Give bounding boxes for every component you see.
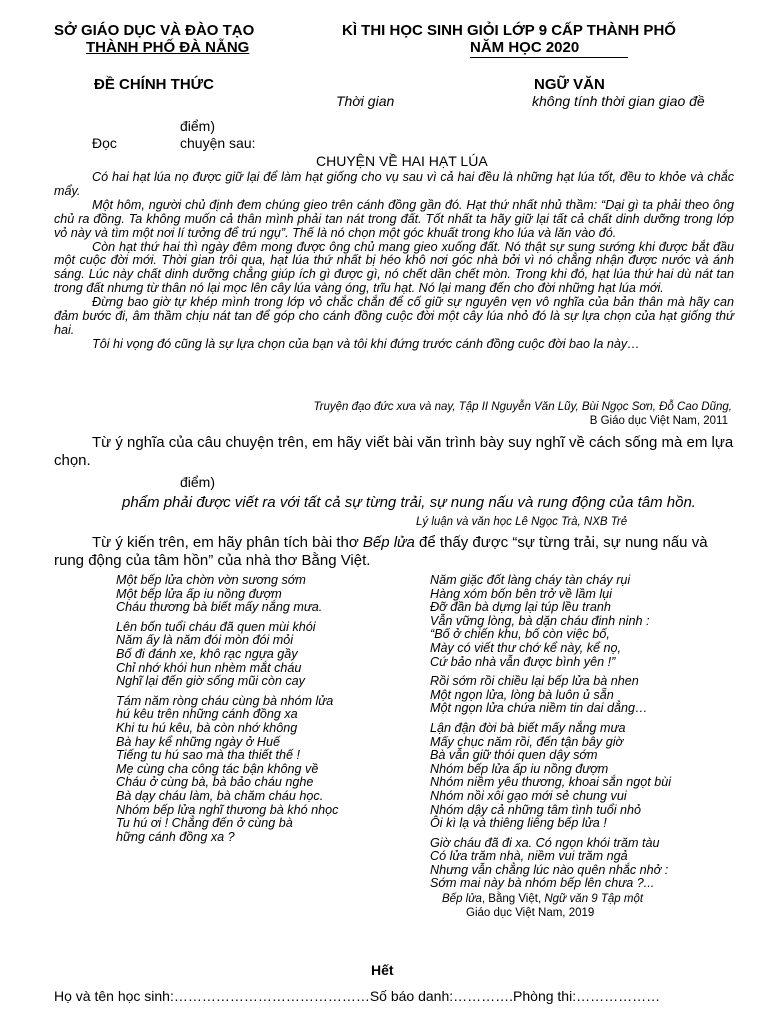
poem-line: Lên bốn tuổi cháu đã quen mùi khói <box>116 619 316 634</box>
poem-line: Nhóm nồi xôi gạo mới sẻ chung vui <box>430 788 627 803</box>
poem-right-column <box>430 574 740 920</box>
poem-stanza <box>430 722 740 831</box>
question-text: Từ ý kiến trên, em hãy phân tích bài thơ <box>92 534 363 551</box>
story-paragraph: Một hôm, người chủ định đem chúng gieo trên cánh đồng gần đó. Hạt thứ nhất nhủ thầm: “Dại gì ta phải theo ông chủ ra đồng. Ta không muốn cả thân mình phải tan nát trong đất. Tốt nhất ta hãy giữ lại tất cả chất dinh dưỡng trong lớp vỏ này và tìm một nơi lí tưởng để trú ngụ”. Thế là nó chọn một góc khuất trong kho lúa và lăn vào đó. <box>54 197 734 240</box>
part2-points: điểm) <box>180 474 216 490</box>
read-label: Đọc <box>92 135 117 151</box>
part1-question: Từ ý nghĩa của câu chuyện trên, em hãy viết bài văn trình bày suy nghĩ về cách sống mà em lựa chọn. <box>54 434 734 469</box>
poem-line: Nhưng vẫn chẳng lúc nào quên nhắc nhở : <box>430 862 669 877</box>
poem-line: Một bếp lửa ấp iu nồng đượm <box>116 586 282 601</box>
poem-line: Mấy chục năm rồi, đến tận bây giờ <box>430 734 624 749</box>
poem-line: Tu hú ơi ! Chẳng đến ở cùng bà <box>116 816 293 831</box>
poem-line: Ôi kì lạ và thiêng liêng bếp lửa ! <box>430 816 607 831</box>
end-marker: Hết <box>371 962 394 978</box>
poem-line: Bà dạy cháu làm, bà chăm cháu học. <box>116 788 324 803</box>
time-note: không tính thời gian giao đề <box>532 93 705 109</box>
poem-stanza <box>116 695 416 845</box>
literary-quote: phẩm phải được viết ra với tất cả sự từng trải, sự nung nấu và rung động của tâm hồn. <box>122 494 696 511</box>
poem-line: Năm ấy là năm đói mòn đói mỏi <box>116 633 294 648</box>
poem-source-title: Bếp lửa <box>442 893 482 906</box>
poem-line: Rồi sớm rồi chiều lại bếp lửa bà nhen <box>430 674 639 689</box>
poem-source <box>430 893 740 907</box>
story-source-publisher: B Giáo dục Việt Nam, 2011 <box>589 415 728 427</box>
poem-line: Mẹ cùng cha công tác bận không về <box>116 761 319 776</box>
poem-line: Sớm mai này bà nhóm bếp lên chưa ?... <box>430 876 655 891</box>
city-name: THÀNH PHỐ ĐÀ NẴNG <box>86 39 250 56</box>
poem-line: Nhóm bếp lửa ấp iu nồng đượm <box>430 761 609 776</box>
poem-line: Bà hay kể những ngày ở Huế <box>116 734 281 749</box>
part1-points: điểm) <box>180 118 216 134</box>
poem-line: Bố đi đánh xe, khô rạc ngựa gầy <box>116 646 298 661</box>
poem-stanza <box>116 621 416 689</box>
question-text: để thấy được “sự từng trải, sự nung nấu và rung động của tâm hồn” của nhà thơ Bằng Việt. <box>54 534 708 569</box>
poem-line: Vẫn vững lòng, bà dặn cháu đinh ninh : <box>430 613 650 628</box>
part2-question <box>54 534 736 570</box>
story-paragraph: Đừng bao giờ tự khép mình trong lớp vỏ chắc chắn để cố giữ sự nguyên vẹn vô nghĩa của bản thân mà hãy can đảm bước đi, âm thầm chịu nát tan để góp cho cánh đồng cuộc đời một cây lúa nhỏ đó là sự lựa chọn của hạt giống thứ hai. <box>54 295 734 337</box>
poem-line: Cháu ở cùng bà, bà bảo cháu nghe <box>116 775 314 790</box>
poem-source-author: , Bằng Việt, <box>481 893 545 906</box>
poem-line: “Bố ở chiến khu, bố còn việc bố, <box>430 627 610 642</box>
school-year: NĂM HỌC 2020 <box>470 39 580 56</box>
poem-left-column <box>116 574 416 850</box>
story-paragraph: Có hai hạt lúa nọ được giữ lại để làm hạt giống cho vụ sau vì cả hai đều là những hạt lúa tốt, đều to khỏe và chắc mẩy. <box>54 170 734 198</box>
story-title: CHUYỆN VỀ HAI HẠT LÚA <box>316 153 488 169</box>
poem-line: Bà vẫn giữ thói quen dậy sớm <box>430 748 598 763</box>
poem-stanza <box>430 675 740 716</box>
poem-line: Đỡ đần bà dựng lại túp lều tranh <box>430 600 611 615</box>
poem-line: Mày có viết thư chớ kể này, kể nọ, <box>430 640 622 655</box>
poem-line: Một ngọn lửa, lòng bà luôn ủ sẵn <box>430 687 614 702</box>
poem-line: Có lửa trăm nhà, niềm vui trăm ngả <box>430 849 628 864</box>
year-underline <box>470 57 628 58</box>
story-paragraph: Còn hạt thứ hai thì ngày đêm mong được ông chủ mang gieo xuống đất. Nó thật sự sung sướng khi được bắt đầu một cuộc đời mới. Thời gian trôi qua, hạt lúa thứ nhất bị héo khô nơi góc nhà bởi vì nó chẳng nhận được nước và ánh sáng. Lúc này chất dinh dưỡng chẳng giúp ích gì được gì, nó chết dần chết mòn. Trong khi đó, hạt lúa thứ hai dù nát tan trong đất nhưng từ thân nó lại mọc lên cây lúa vàng óng, trĩu hạt. Nó lại mang đến cho đời những hạt lúa mới. <box>54 239 734 296</box>
poem-line: Chỉ nhớ khói hun nhèm mắt cháu <box>116 660 302 675</box>
department-name: SỞ GIÁO DỤC VÀ ĐÀO TẠO <box>54 22 255 39</box>
official-exam-label: ĐỀ CHÍNH THỨC <box>94 76 214 93</box>
poem-stanza <box>116 574 416 615</box>
poem-line: Nhóm dậy cả những tâm tình tuổi nhỏ <box>430 802 642 817</box>
poem-line: Hàng xóm bốn bên trở về lầm lụi <box>430 586 612 601</box>
story-paragraph: Tôi hi vọng đó cũng là sự lựa chọn của bạn và tôi khi đứng trước cánh đồng cuộc đời bao la này… <box>92 336 640 351</box>
poem-line: Một ngọn lửa chứa niềm tin dai dẳng… <box>430 701 648 716</box>
poem-line: Nghĩ lại đến giờ sống mũi còn cay <box>116 674 305 689</box>
read-instruction: chuyện sau: <box>180 135 256 151</box>
story-body <box>54 171 734 352</box>
poem-stanza <box>430 574 740 669</box>
poem-stanza <box>430 837 740 891</box>
poem-line: Nhóm niềm yêu thương, khoai sắn ngọt bùi <box>430 775 672 790</box>
poem-line: Lận đận đời bà biết mấy nắng mưa <box>430 720 626 735</box>
poem-line: hững cánh đồng xa ? <box>116 829 235 844</box>
poem-line: Tám năm ròng cháu cùng bà nhóm lửa <box>116 693 334 708</box>
poem-source-publisher: Giáo dục Việt Nam, 2019 <box>466 906 595 919</box>
story-source: Truyện đạo đức xưa và nay, Tập II Nguyễn Văn Lũy, Bùi Ngọc Sơn, Đỗ Cao Dũng, <box>313 401 732 413</box>
student-info-line: Họ và tên học sinh:……………………………………Số báo danh:………….Phòng thi:……………… <box>54 988 661 1004</box>
poem-line: Tiếng tu hú sao mà tha thiết thế ! <box>116 748 301 763</box>
poem-line: Nhóm bếp lửa nghĩ thương bà khó nhọc <box>116 802 339 817</box>
poem-title-ref: Bếp lửa <box>362 534 415 551</box>
time-label: Thời gian <box>336 93 395 109</box>
exam-title: KÌ THI HỌC SINH GIỎI LỚP 9 CẤP THÀNH PHỐ <box>342 22 676 39</box>
poem-line: Cứ bảo nhà vẫn được bình yên !” <box>430 654 616 669</box>
poem-line: hú kêu trên những cánh đồng xa <box>116 707 298 722</box>
subject-label: NGỮ VĂN <box>534 76 605 93</box>
quote-source: Lý luận và văn học Lê Ngọc Trà, NXB Trẻ <box>416 516 628 528</box>
poem-line: Khi tu hú kêu, bà còn nhớ không <box>116 720 298 735</box>
poem-line: Giờ cháu đã đi xa. Có ngọn khói trăm tàu <box>430 835 660 850</box>
poem-line: Một bếp lửa chờn vờn sương sớm <box>116 573 306 587</box>
poem-line: Năm giặc đốt làng cháy tàn cháy rụi <box>430 573 631 587</box>
poem-line: Cháu thương bà biết mấy nắng mưa. <box>116 600 323 615</box>
poem-source-book: Ngữ văn 9 Tập một <box>544 893 644 906</box>
